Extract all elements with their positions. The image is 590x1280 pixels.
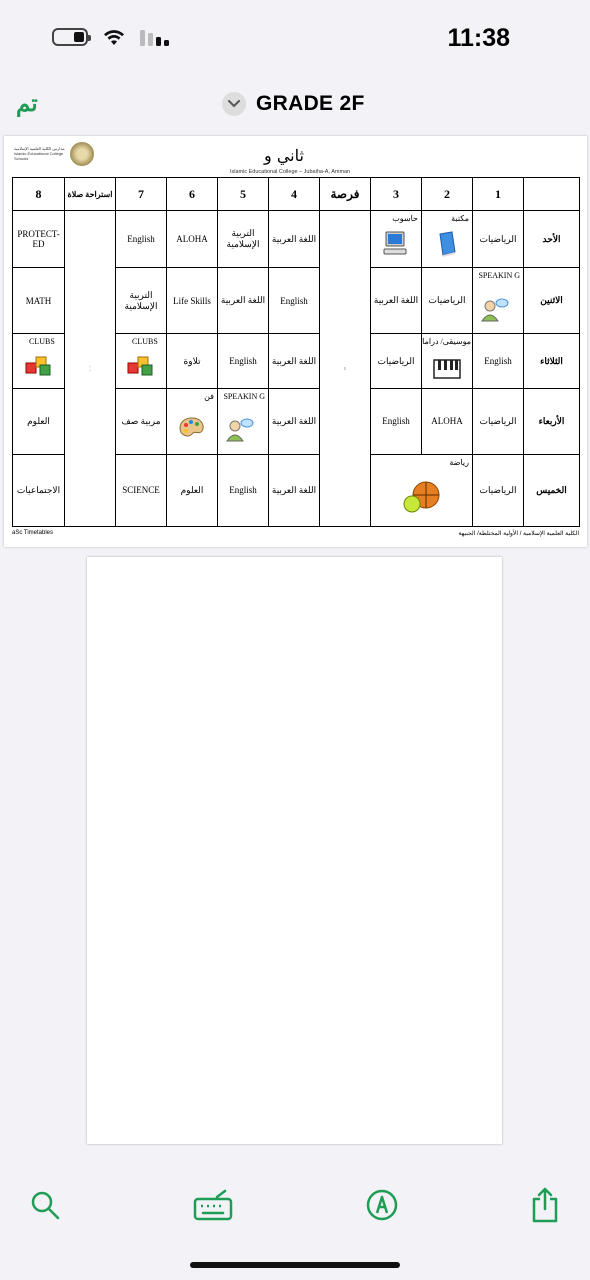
cell-tue-p8-label: CLUBS [29, 337, 55, 347]
cell-sun-p2 [422, 211, 473, 268]
sheet-footer-right: الكلية العلمية الإسلامية / الأولية المختلطة/ الجبيهة [458, 531, 579, 537]
pdf-page-1[interactable] [4, 136, 587, 547]
cell-thu-p2-p3 [371, 454, 473, 526]
done-button[interactable]: تم [16, 90, 38, 116]
cell-thu-p4: اللغة العربية [269, 454, 320, 526]
header-p4: 4 [269, 178, 320, 211]
cell-tue-p1: English [473, 334, 524, 388]
header-p1: 1 [473, 178, 524, 211]
cell-wed-p5 [218, 388, 269, 454]
cell-sun-p2-label: مكتبة [451, 214, 469, 223]
search-button[interactable] [25, 1185, 65, 1225]
palette-icon [178, 416, 206, 440]
day-mon: الاثنين [524, 268, 580, 334]
cell-mon-p6: Life Skills [167, 268, 218, 334]
cell-wed-p3: English [371, 388, 422, 454]
cell-wed-p7: مربية صف [116, 388, 167, 454]
cell-mon-p5: اللغة العربية [218, 268, 269, 334]
cell-tue-p7 [116, 334, 167, 388]
share-button[interactable] [525, 1185, 565, 1225]
header-prayer: استراحة صلاة [65, 178, 116, 211]
cell-tue-p2 [422, 334, 473, 388]
school-name: مدارس الكلية العلمية الإسلامية Islamic Educational College Schools [14, 146, 65, 161]
header-day [524, 178, 580, 211]
battery-icon [52, 28, 88, 46]
nav-bar [0, 82, 590, 130]
cell-tue-p2-label: موسيقى/ دراما [422, 337, 471, 347]
cell-mon-p1 [473, 268, 524, 334]
cell-wed-p6-label: فن [204, 391, 214, 401]
cell-tue-p7-label: CLUBS [132, 337, 158, 347]
day-tue: الثلاثاء [524, 334, 580, 388]
cell-thu-p5: English [218, 454, 269, 526]
wifi-icon [102, 28, 126, 46]
sports-balls-icon [402, 480, 442, 514]
cell-tue-p5: English [218, 334, 269, 388]
prayer-break-cell: ¦ [65, 211, 116, 527]
cell-sun-p1: الرياضيات [473, 211, 524, 268]
cell-wed-p2: ALOHA [422, 388, 473, 454]
cell-thu-p8: الاجتماعيات [13, 454, 65, 526]
cell-sun-p5: التربية الإسلامية [218, 211, 269, 268]
timetable [12, 177, 580, 527]
header-p2: 2 [422, 178, 473, 211]
cell-tue-p4: اللغة العربية [269, 334, 320, 388]
day-thu: الخميس [524, 454, 580, 526]
cell-wed-p1: الرياضيات [473, 388, 524, 454]
cell-sun-p3-label: حاسوب [392, 214, 418, 223]
sheet-footer-left: aSc Timetables [12, 530, 54, 536]
keyboard-icon[interactable] [193, 1189, 233, 1221]
cell-mon-p4: English [269, 268, 320, 334]
cell-mon-p2: الرياضيات [422, 268, 473, 334]
cell-wed-p5-label: SPEAKIN G [223, 391, 265, 401]
cell-thu-p7: SCIENCE [116, 454, 167, 526]
piano-icon [433, 359, 461, 379]
pdf-page-2[interactable] [87, 557, 502, 1144]
cell-tue-p3: الرياضيات [371, 334, 422, 388]
status-icons [52, 28, 170, 46]
cell-sun-p4: اللغة العربية [269, 211, 320, 268]
header-recess: فرصة [320, 178, 371, 211]
header-p6: 6 [167, 178, 218, 211]
cell-mon-p7: التربية الإسلامية [116, 268, 167, 334]
header-row [13, 178, 580, 211]
computer-icon [383, 230, 409, 258]
cell-sun-p8: PROTECT-ED [13, 211, 65, 268]
bottom-toolbar [0, 1175, 590, 1235]
cell-wed-p6 [167, 388, 218, 454]
cell-wed-p8: العلوم [13, 388, 65, 454]
recess-cell: ı [320, 211, 371, 527]
cell-thu-p2-p3-label: رياضة [449, 457, 469, 467]
cell-tue-p6: تلاوة [167, 334, 218, 388]
chevron-down-icon[interactable] [222, 92, 246, 116]
speaking-icon [226, 417, 254, 443]
cell-mon-p3: اللغة العربية [371, 268, 422, 334]
document-title: GRADE 2F [256, 92, 365, 115]
cell-sun-p7: English [116, 211, 167, 268]
day-sun: الأحد [524, 211, 580, 268]
header-p8: 8 [13, 178, 65, 211]
cell-thu-p1: الرياضيات [473, 454, 524, 526]
sheet-title: ثاني و [264, 146, 304, 165]
day-wed: الأربعاء [524, 388, 580, 454]
home-indicator[interactable] [190, 1262, 400, 1268]
blocks-icon [24, 355, 54, 379]
school-logo-icon [70, 142, 94, 166]
markup-icon[interactable] [365, 1188, 399, 1222]
cell-mon-p1-label: SPEAKIN G [478, 271, 520, 281]
speaking-icon [481, 297, 509, 323]
share-icon[interactable] [530, 1187, 560, 1223]
sheet-subtitle: Islamic Educational College – Jubaiha-A, Amman [230, 169, 351, 175]
status-bar [0, 0, 590, 80]
header-p3: 3 [371, 178, 422, 211]
signal-icon [140, 28, 170, 46]
header-p5: 5 [218, 178, 269, 211]
sheet-header [4, 136, 587, 176]
search-icon[interactable] [29, 1189, 61, 1221]
markup-button[interactable] [362, 1185, 402, 1225]
clock: 11:38 [447, 24, 510, 52]
blocks-icon [126, 355, 156, 379]
cell-mon-p8: MATH [13, 268, 65, 334]
cell-wed-p4: اللغة العربية [269, 388, 320, 454]
document-title-menu[interactable] [222, 92, 365, 116]
cell-sun-p6: ALOHA [167, 211, 218, 268]
table-row-sun [13, 211, 580, 268]
cell-sun-p3 [371, 211, 422, 268]
book-icon [436, 230, 458, 258]
form-fill-button[interactable] [193, 1185, 233, 1225]
header-p7: 7 [116, 178, 167, 211]
cell-thu-p6: العلوم [167, 454, 218, 526]
cell-tue-p8 [13, 334, 65, 388]
